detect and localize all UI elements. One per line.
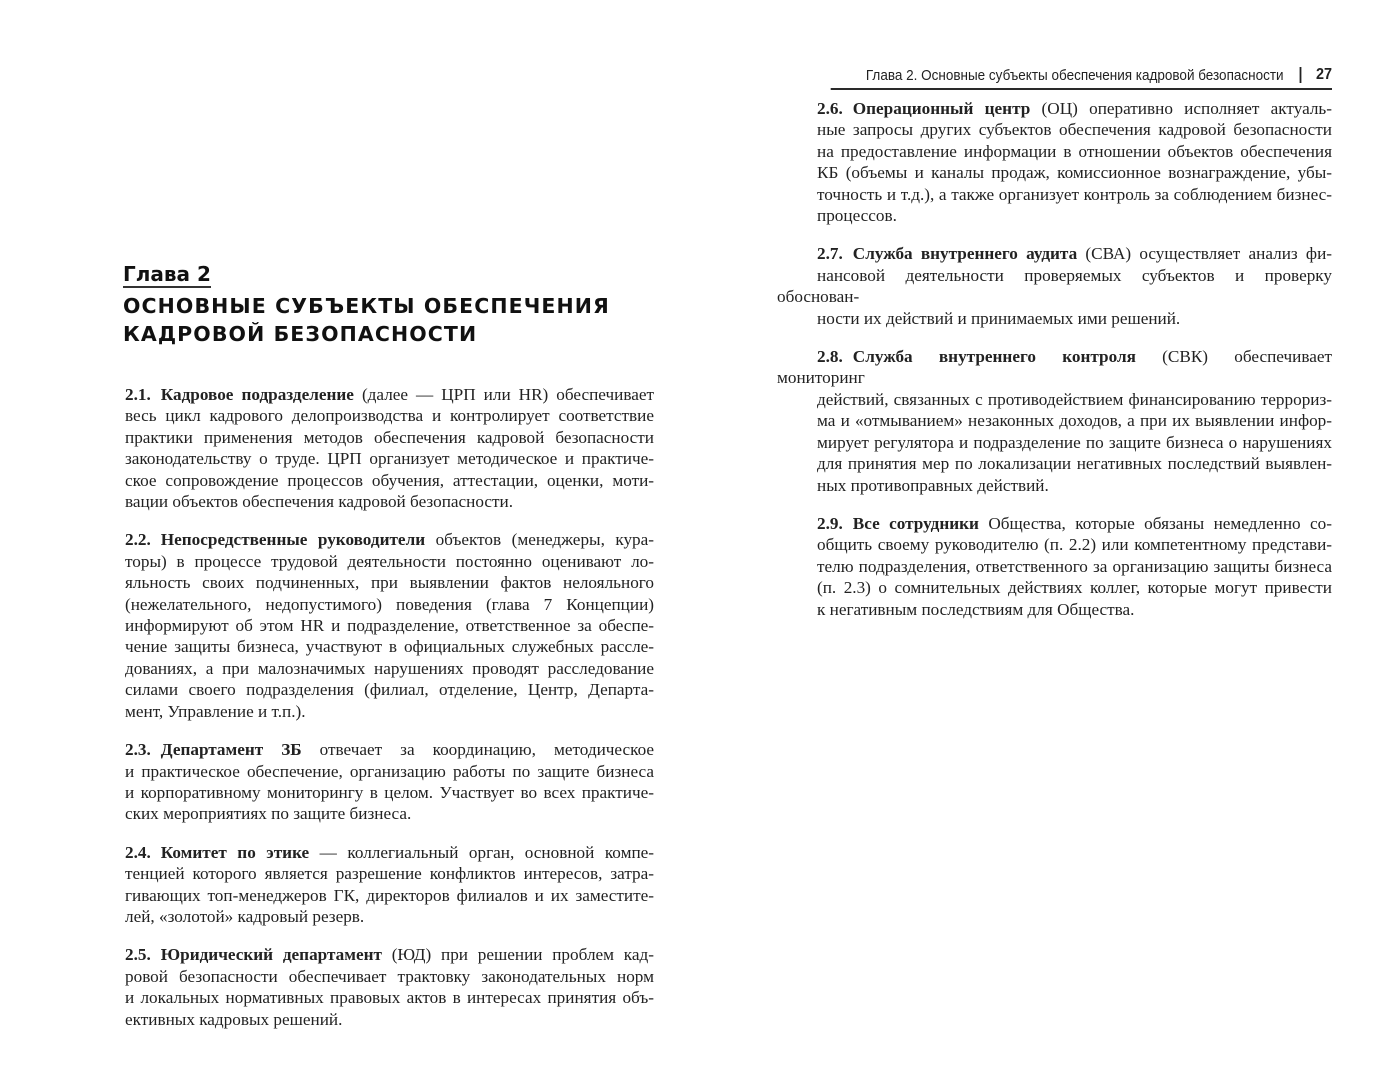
- running-header: [831, 62, 1332, 90]
- paragraph-2-8: [777, 346, 1332, 496]
- text-line: КБ (объемы и каналы продаж, комиссионное вознаграждение, убы-: [817, 163, 1332, 183]
- text-line: [85, 842, 654, 863]
- text-line: законодательству о труде. ЦРП организует методическое и практиче-: [125, 449, 654, 469]
- text-line: [777, 98, 1332, 119]
- left-text-column: [85, 384, 654, 1047]
- paragraph-number: 2.9.: [817, 513, 843, 533]
- text-line: мент, Управление и т.п.).: [125, 701, 306, 721]
- text-line: информируют об этом HR и подразделение, ответственное за обеспе-: [125, 616, 654, 636]
- text-line: точность и т.д.), а также организует контроль за соблюдением бизнес-: [817, 184, 1332, 204]
- paragraph-2-1: [85, 384, 654, 512]
- text-line: лей, «золотой» кадровый резерв.: [125, 906, 365, 926]
- paragraph-text: (далее — ЦРП или HR) обеспечивает: [353, 385, 655, 404]
- text-line: к негативным последствиям для Общества.: [817, 599, 1135, 619]
- paragraph-text: (ОЦ) оперативно исполняет актуаль-: [1030, 99, 1332, 118]
- text-line: общить своему руководителю (п. 2.2) или компетентному представи-: [817, 535, 1332, 555]
- text-line: [777, 513, 1332, 534]
- paragraph-term: Комитет по этике: [160, 842, 310, 862]
- paragraph-2-3: [85, 739, 654, 825]
- paragraph-number: 2.3.: [125, 740, 151, 760]
- paragraph-term: Кадровое подразделение: [160, 385, 354, 404]
- text-line: вации объектов обеспечения кадровой безопасности.: [125, 492, 514, 512]
- chapter-title-line: КАДРОВОЙ БЕЗОПАСНОСТИ: [123, 322, 478, 346]
- paragraph-number: 2.2.: [125, 530, 151, 550]
- paragraph-term: Непосредственные руководители: [160, 530, 426, 550]
- paragraph-text: Общества, которые обязаны немедленно со-: [978, 513, 1332, 533]
- text-line: практики применения методов обеспечения кадровой безопасности: [125, 427, 654, 447]
- text-line: ные запросы других субъектов обеспечения кадровой безопасности: [817, 120, 1332, 140]
- header-separator: [1300, 67, 1302, 83]
- paragraph-2-9: [777, 513, 1332, 620]
- paragraph-2-2: [85, 529, 654, 722]
- chapter-heading: [123, 262, 643, 348]
- paragraph-text: (СВА) осуществляет анализ фи-: [1077, 244, 1332, 264]
- text-line: ровой безопасности обеспечивает трактовку законодательных норм: [125, 966, 654, 986]
- chapter-title-line: ОСНОВНЫЕ СУБЪЕКТЫ ОБЕСПЕЧЕНИЯ: [123, 294, 610, 318]
- text-line: (нежелательного, недопустимого) поведения (глава 7 Концепции): [125, 594, 654, 614]
- text-line: весь цикл кадрового делопроизводства и контролирует соответствие: [125, 406, 654, 426]
- text-line: телю подразделения, ответственного за организацию защиты бизнеса: [817, 556, 1332, 576]
- paragraph-term: Департамент ЗБ: [160, 740, 302, 760]
- paragraph-term: Служба внутреннего аудита: [852, 244, 1078, 264]
- text-line: дованиях, а при малозначимых нарушениях проводят расследование: [125, 658, 654, 678]
- paragraph-number: 2.4.: [125, 842, 151, 862]
- text-line: [85, 384, 654, 405]
- paragraph-text: объектов (менеджеры, кура-: [425, 530, 654, 550]
- text-line: ности их действий и принимаемых ими решений.: [817, 308, 1181, 328]
- paragraph-text: (ЮД) при решении проблем кад-: [381, 945, 654, 965]
- running-header-title: Глава 2. Основные субъекты обеспечения кадровой безопасности: [865, 66, 1284, 84]
- paragraph-term: Все сотрудники: [852, 513, 979, 533]
- page-number: 27: [1315, 66, 1332, 83]
- paragraph-2-4: [85, 842, 654, 928]
- paragraph-number: 2.8.: [817, 347, 843, 367]
- right-page: [700, 0, 1400, 1080]
- text-line: [777, 346, 1332, 389]
- text-line: торы) в процессе трудовой деятельности постоянно оценивают ло-: [125, 551, 654, 571]
- text-line: процессов.: [817, 206, 897, 226]
- paragraph-number: 2.1.: [125, 385, 151, 404]
- text-line: чение защиты бизнеса, участвуют в официальных служебных рассле-: [125, 637, 654, 657]
- text-line: силами своего подразделения (филиал, отделение, Центр, Департа-: [125, 680, 654, 700]
- paragraph-term: Операционный центр: [852, 99, 1031, 118]
- paragraph-term: Юридический департамент: [160, 945, 382, 965]
- paragraph-2-7: [777, 243, 1332, 329]
- text-line: [85, 529, 654, 550]
- text-line: ных противоправных действий.: [817, 475, 1049, 495]
- text-line: [85, 944, 654, 965]
- text-line: [85, 739, 654, 760]
- text-line: тенцией которого является разрешение конфликтов интересов, затра-: [125, 864, 654, 884]
- text-line: и корпоративному мониторингу в целом. Участвует во всех практиче-: [125, 782, 654, 802]
- text-line: [777, 243, 1332, 264]
- text-line: ских мероприятиях по защите бизнеса.: [125, 804, 412, 824]
- paragraph-number: 2.7.: [817, 244, 843, 264]
- text-line: гивающих топ-менеджеров ГК, директоров филиалов и их заместите-: [125, 885, 654, 905]
- paragraph-text: — коллегиальный орган, основной компе-: [309, 842, 654, 862]
- text-line: яльность своих подчиненных, при выявлении фактов нелояльного: [125, 573, 654, 593]
- right-text-column: [777, 98, 1332, 637]
- text-line: для принятия мер по локализации негативных последствий выявлен-: [817, 454, 1332, 474]
- text-line: ма и «отмыванием» незаконных доходов, а при их выявлении инфор-: [817, 411, 1332, 431]
- text-line: на предоставление информации в отношении объектов обеспечения: [817, 141, 1332, 161]
- paragraph-number: 2.5.: [125, 945, 151, 965]
- text-line: ективных кадровых решений.: [125, 1009, 343, 1029]
- text-line: и практическое обеспечение, организацию работы по защите бизнеса: [125, 761, 654, 781]
- text-line: нансовой деятельности проверяемых субъектов и проверку обоснован-: [777, 265, 1332, 307]
- text-line: (п. 2.3) о сомнительных действиях коллег, которые могут привести: [817, 578, 1332, 598]
- text-line: и локальных нормативных правовых актов в интересах принятия объ-: [125, 988, 654, 1008]
- paragraph-term: Служба внутреннего контроля: [852, 347, 1136, 367]
- chapter-label: Глава 2: [123, 262, 211, 286]
- paragraph-number: 2.6.: [817, 99, 843, 118]
- text-line: мирует регулятора и подразделение по защите бизнеса о нарушениях: [817, 432, 1332, 452]
- paragraph-text: (СВК) обеспечивает мониторинг: [777, 347, 1332, 388]
- chapter-title: [123, 292, 643, 348]
- paragraph-2-5: [85, 944, 654, 1030]
- text-line: ское сопровождение процессов обучения, аттестации, оценки, моти-: [125, 470, 654, 490]
- paragraph-2-6: [777, 98, 1332, 226]
- text-line: действий, связанных с противодействием финансированию террориз-: [817, 389, 1332, 409]
- paragraph-text: отвечает за координацию, методическое: [301, 740, 655, 760]
